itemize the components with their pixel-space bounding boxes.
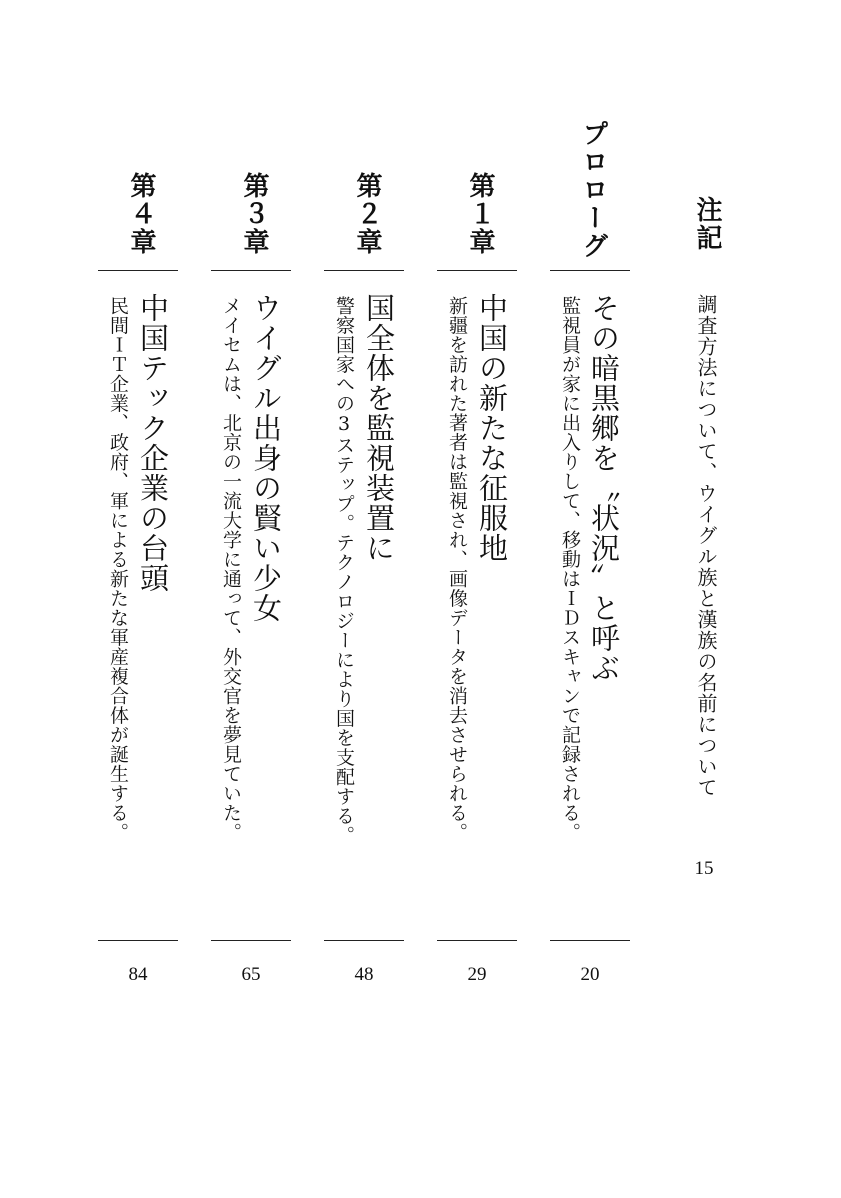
entry-title: その暗黒郷を〝状況〟と呼ぶ: [587, 293, 621, 683]
entry-label: 第３章: [240, 172, 270, 256]
entry-subtitle: 新疆を訪れた著者は監視され、画像データを消去させられる。: [446, 296, 468, 842]
entry-title: 中国テック企業の台頭: [136, 293, 170, 593]
entry-page-number: 65: [241, 964, 261, 985]
notes-page-number: 15: [694, 858, 714, 879]
entry-title: 国全体を監視装置に: [362, 293, 396, 563]
entry-page-number: 84: [128, 964, 148, 985]
entry-page-number: 29: [467, 964, 487, 985]
top-divider: [98, 270, 178, 271]
entry-title: 中国の新たな征服地: [475, 293, 509, 563]
bottom-divider: [550, 940, 630, 941]
notes-text: 調査方法について、ウイグル族と漢族の名前について: [694, 294, 718, 798]
entry-subtitle: 民間ＩＴ企業、政府、軍による新たな軍産複合体が誕生する。: [107, 296, 129, 842]
entry-label: プロローグ: [579, 120, 609, 260]
entry-label: 第４章: [127, 172, 157, 256]
entry-subtitle: 警察国家への3ステップ。テクノロジーにより国を支配する。: [333, 296, 355, 845]
entry-label: 第１章: [466, 172, 496, 256]
entry-label: 第２章: [353, 172, 383, 256]
top-divider: [211, 270, 291, 271]
top-divider: [437, 270, 517, 271]
entry-subtitle: メイセムは、北京の一流大学に通って、外交官を夢見ていた。: [220, 296, 242, 842]
bottom-divider: [98, 940, 178, 941]
bottom-divider: [437, 940, 517, 941]
notes-label: 注記: [693, 196, 723, 252]
entry-title: ウイグル出身の賢い少女: [249, 293, 283, 623]
entry-page-number: 20: [580, 964, 600, 985]
entry-page-number: 48: [354, 964, 374, 985]
top-divider: [550, 270, 630, 271]
bottom-divider: [211, 940, 291, 941]
bottom-divider: [324, 940, 404, 941]
entry-subtitle: 監視員が家に出入りして、移動はＩＤスキャンで記録される。: [559, 296, 581, 842]
top-divider: [324, 270, 404, 271]
